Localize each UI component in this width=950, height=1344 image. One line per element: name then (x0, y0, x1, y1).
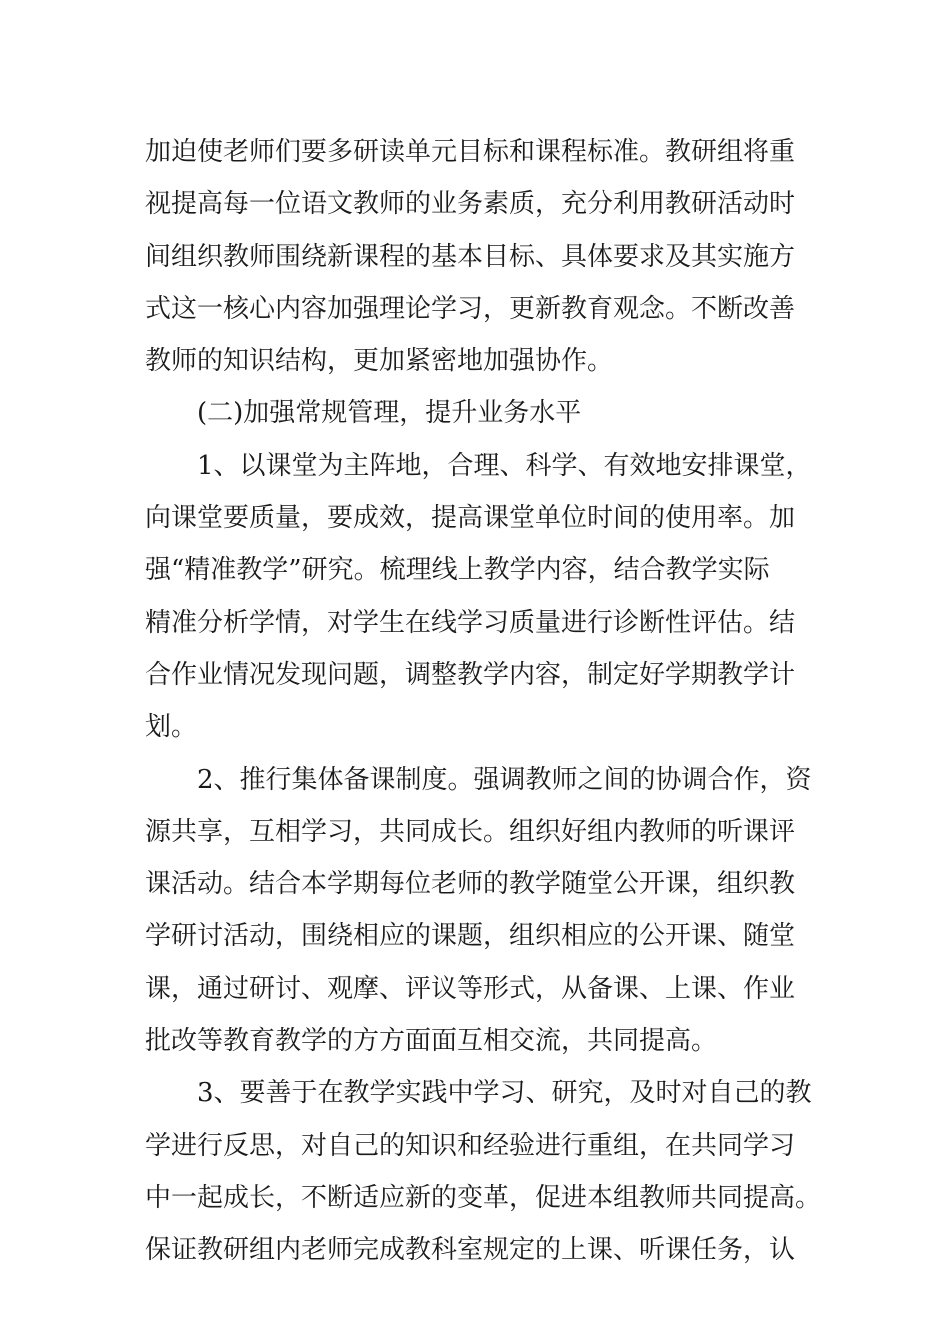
text-line: 中一起成长，不断适应新的变革，促进本组教师共同提高。 (145, 1182, 822, 1213)
text-line: 加迫使老师们要多研读单元目标和课程标准。教研组将重 (145, 137, 796, 167)
text-line: 源共享，互相学习，共同成长。组织好组内教师的听课评 (145, 816, 796, 847)
text-line: 划。 (145, 712, 198, 743)
text-line: 合作业情况发现问题，调整教学内容，制定好学期教学计 (145, 659, 796, 690)
text-line: 学进行反思，对自己的知识和经验进行重组，在共同学习 (145, 1130, 796, 1161)
document-body (145, 126, 822, 1277)
text-line: 批改等教育教学的方方面面互相交流，共同提高。 (145, 1026, 718, 1057)
text-line: 学研讨活动，围绕相应的课题，组织相应的公开课、随堂 (145, 921, 796, 952)
text-line: 精准分析学情，对学生在线学习质量进行诊断性评估。结 (145, 607, 796, 638)
text-line: 课活动。结合本学期每位老师的教学随堂公开课，组织教 (145, 869, 796, 900)
text-line: 强“精准教学”研究。梳理线上教学内容，结合教学实际 (145, 555, 770, 586)
text-line: 保证教研组内老师完成教科室规定的上课、听课任务，认 (145, 1235, 796, 1266)
text-line: 式这一核心内容加强理论学习，更新教育观念。不断改善 (145, 293, 796, 324)
text-line: 教师的知识结构，更加紧密地加强协作。 (145, 346, 614, 377)
text-line: 1、以课堂为主阵地，合理、科学、有效地安排课堂， (197, 450, 812, 481)
text-line: 间组织教师围绕新课程的基本目标、具体要求及其实施方 (145, 241, 796, 272)
text-line: 视提高每一位语文教师的业务素质，充分利用教研活动时 (145, 189, 796, 220)
text-line: 向课堂要质量，要成效，提高课堂单位时间的使用率。加 (145, 503, 796, 534)
text-line: 2、推行集体备课制度。强调教师之间的协调合作，资 (197, 764, 812, 795)
text-line: 3、要善于在教学实践中学习、研究，及时对自己的教 (197, 1078, 812, 1109)
text-line: 课，通过研讨、观摩、评议等形式，从备课、上课、作业 (145, 973, 796, 1004)
section-heading: (二)加强常规管理，提升业务水平 (197, 398, 582, 429)
